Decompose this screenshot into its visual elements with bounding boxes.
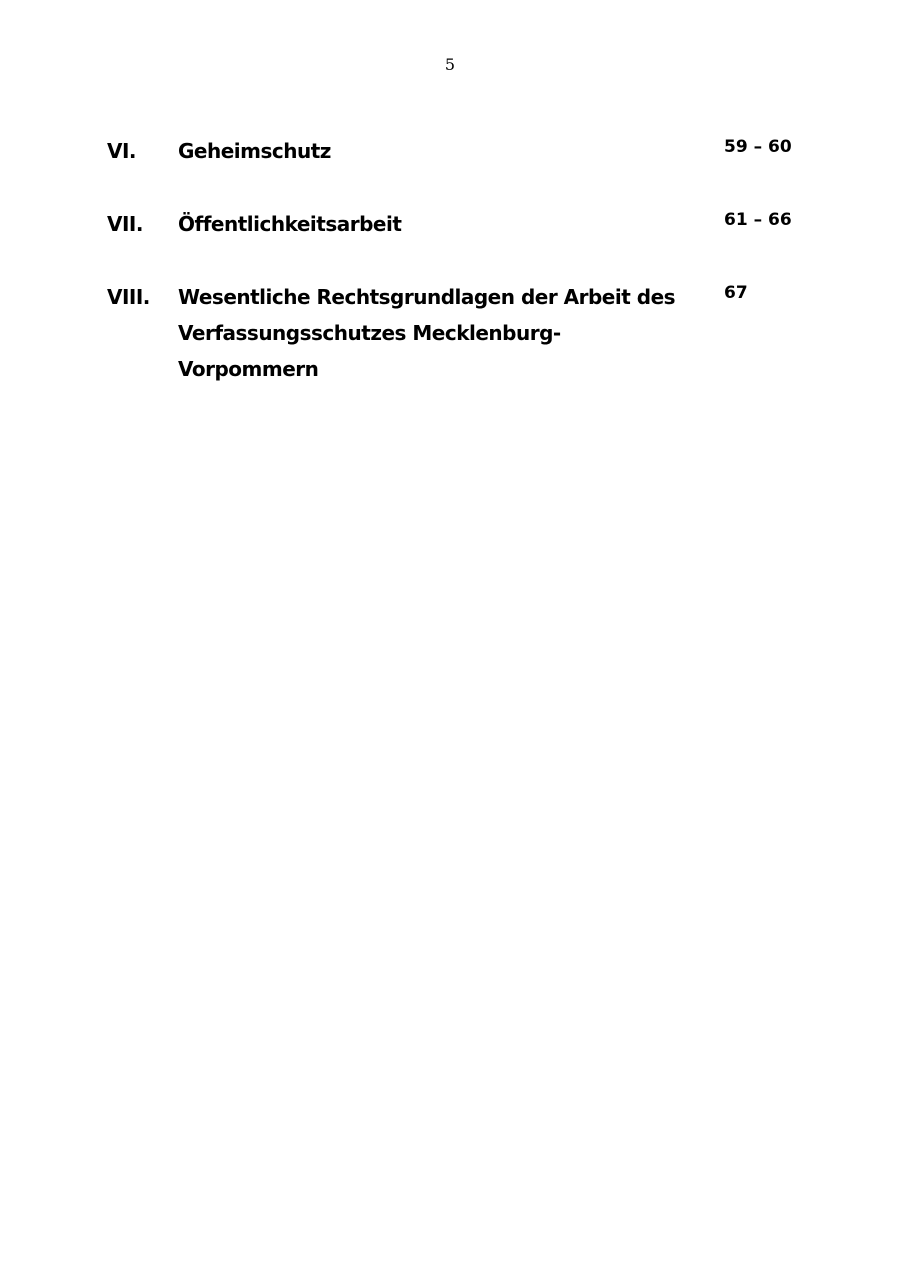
toc-page-range: 67 [724, 283, 748, 303]
toc-title-line: Geheimschutz [178, 139, 331, 163]
toc-title-line: Verfassungsschutzes Mecklenburg-Vorpommern [178, 321, 561, 381]
toc-numeral: VI. [107, 139, 137, 163]
toc-title [178, 206, 698, 242]
toc-entry-vii [107, 206, 807, 242]
toc-title [178, 279, 698, 387]
toc-page-range: 59 – 60 [724, 137, 792, 157]
table-of-contents [107, 133, 807, 424]
page-number: 5 [444, 55, 456, 74]
toc-page-range: 61 – 66 [724, 210, 792, 230]
toc-numeral: VIII. [107, 285, 150, 309]
toc-numeral: VII. [107, 212, 143, 236]
toc-entry-viii [107, 279, 807, 387]
toc-title-line: Wesentliche Rechtsgrundlagen der Arbeit des [178, 285, 676, 309]
toc-entry-vi [107, 133, 807, 169]
toc-title-line: Öffentlichkeitsarbeit [178, 212, 402, 236]
toc-title [178, 133, 698, 169]
